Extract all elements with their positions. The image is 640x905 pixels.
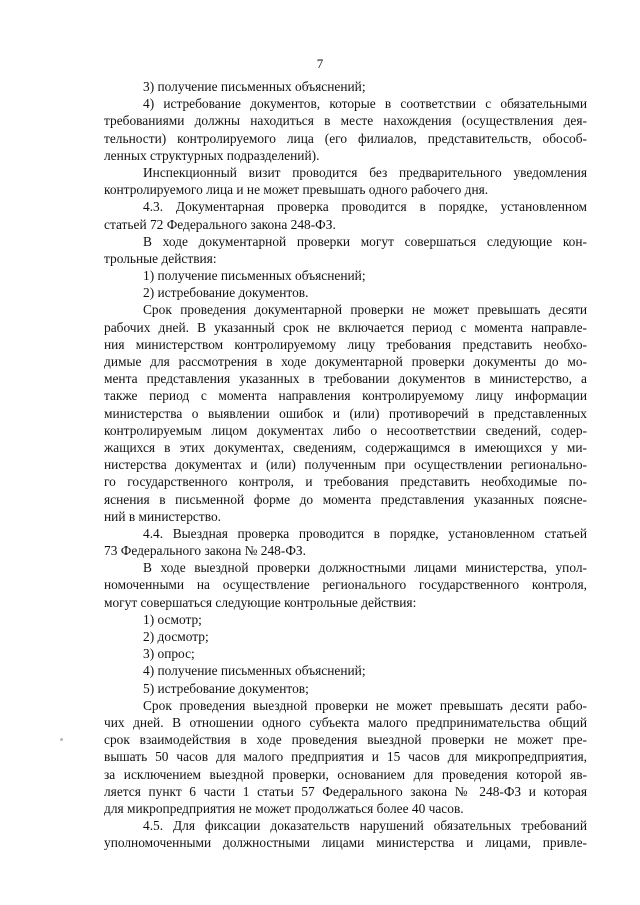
text-line: 3) получение письменных объяснений; bbox=[143, 79, 366, 94]
text-line: уполномоченными должностными лицами министерства и лицами, привле- bbox=[104, 835, 587, 851]
text-line: контролируемого лица и не может превышать одного рабочего дня. bbox=[104, 182, 489, 198]
text-line: номоченными на осуществление регионального государственного контроля, bbox=[104, 577, 587, 593]
text-line: ния министерством контролируемому лицу требования представить необхо- bbox=[104, 336, 587, 352]
text-line: нистерства документах и (или) полученным при осуществлении регионально- bbox=[104, 457, 587, 473]
text-line: вышать 50 часов для малого предприятия и 15 часов для микропредприятия, bbox=[104, 749, 587, 765]
text-line: 2) истребование документов. bbox=[143, 285, 309, 301]
text-line: 73 Федерального закона № 248-ФЗ. bbox=[104, 543, 306, 559]
text-line: 3) опрос; bbox=[143, 646, 195, 662]
text-line: могут совершаться следующие контрольные действия: bbox=[104, 594, 417, 610]
text-line: 5) истребование документов; bbox=[143, 680, 309, 696]
text-line: 1) осмотр; bbox=[143, 611, 202, 627]
text-line: 4.5. Для фиксации доказательств нарушений обязательных требований bbox=[143, 818, 587, 834]
text-line: 4.4. Выездная проверка проводится в порядке, установленном статьей bbox=[143, 525, 587, 541]
text-line: чих дней. В отношении одного субъекта малого предпринимательства общий bbox=[104, 714, 587, 730]
text-line: мента представления указанных в требовании документов в министерство, а bbox=[104, 371, 587, 387]
text-line: срок взаимодействия в ходе проведения выездной проверки не может пре- bbox=[104, 732, 587, 748]
text-line: статьей 72 Федерального закона 248-ФЗ. bbox=[104, 216, 336, 232]
text-line: В ходе документарной проверки могут совершаться следующие кон- bbox=[143, 233, 587, 249]
text-line: требованиями должны находиться в месте нахождения (осуществления дея- bbox=[104, 113, 587, 129]
text-line: за исключением выездной проверки, основанием для проведения которой яв- bbox=[104, 766, 587, 782]
text-line: 4.3. Документарная проверка проводится в порядке, установленном bbox=[143, 199, 587, 215]
text-line: ленных структурных подразделений). bbox=[104, 147, 320, 163]
text-line: контролируемым лицом документах либо о несоответствии сведений, содер- bbox=[104, 422, 587, 438]
text-line: также период с момента направления контролируемому лицу информации bbox=[104, 388, 587, 404]
text-line: Срок проведения документарной проверки не может превышать десяти bbox=[143, 302, 587, 318]
text-line: димые для рассмотрения в ходе документарной проверки документы до мо- bbox=[104, 354, 587, 369]
text-line: яснения в письменной форме до момента представления указанных поясне- bbox=[104, 491, 587, 507]
text-line: ляется пункт 6 части 1 статьи 57 Федерального закона № 248-ФЗ и которая bbox=[104, 783, 587, 799]
text-line: 2) досмотр; bbox=[143, 629, 209, 644]
text-line: трольные действия: bbox=[104, 250, 217, 266]
document-body bbox=[104, 78, 587, 851]
text-line: рабочих дней. В указанный срок не включается период с момента направле- bbox=[104, 319, 587, 335]
text-line: Инспекционный визит проводится без предварительного уведомления bbox=[143, 164, 587, 180]
text-line: 4) получение письменных объяснений; bbox=[143, 663, 366, 679]
text-line: ний в министерство. bbox=[104, 508, 221, 524]
text-line: 1) получение письменных объяснений; bbox=[143, 268, 366, 284]
text-line: В ходе выездной проверки должностными лицами министерства, упол- bbox=[143, 560, 587, 576]
text-line: для микропредприятия не может продолжаться более 40 часов. bbox=[104, 800, 464, 816]
text-line: министерства о выявлении ошибок и (или) противоречий в представленных bbox=[104, 405, 587, 421]
page-number: 7 bbox=[316, 56, 324, 71]
text-line: го государственного контроля, и требования представить необходимые по- bbox=[104, 474, 587, 490]
scan-artifact-dot bbox=[60, 738, 63, 741]
text-line: 4) истребование документов, которые в соответствии с обязательными bbox=[143, 96, 587, 112]
text-line: Срок проведения выездной проверки не может превышать десяти рабо- bbox=[143, 697, 587, 713]
text-line: жащихся в этих документах, сведениям, содержащимся в имеющихся у ми- bbox=[104, 439, 587, 455]
text-line: тельности) контролируемого лица (его филиалов, представительств, обособ- bbox=[104, 130, 587, 146]
